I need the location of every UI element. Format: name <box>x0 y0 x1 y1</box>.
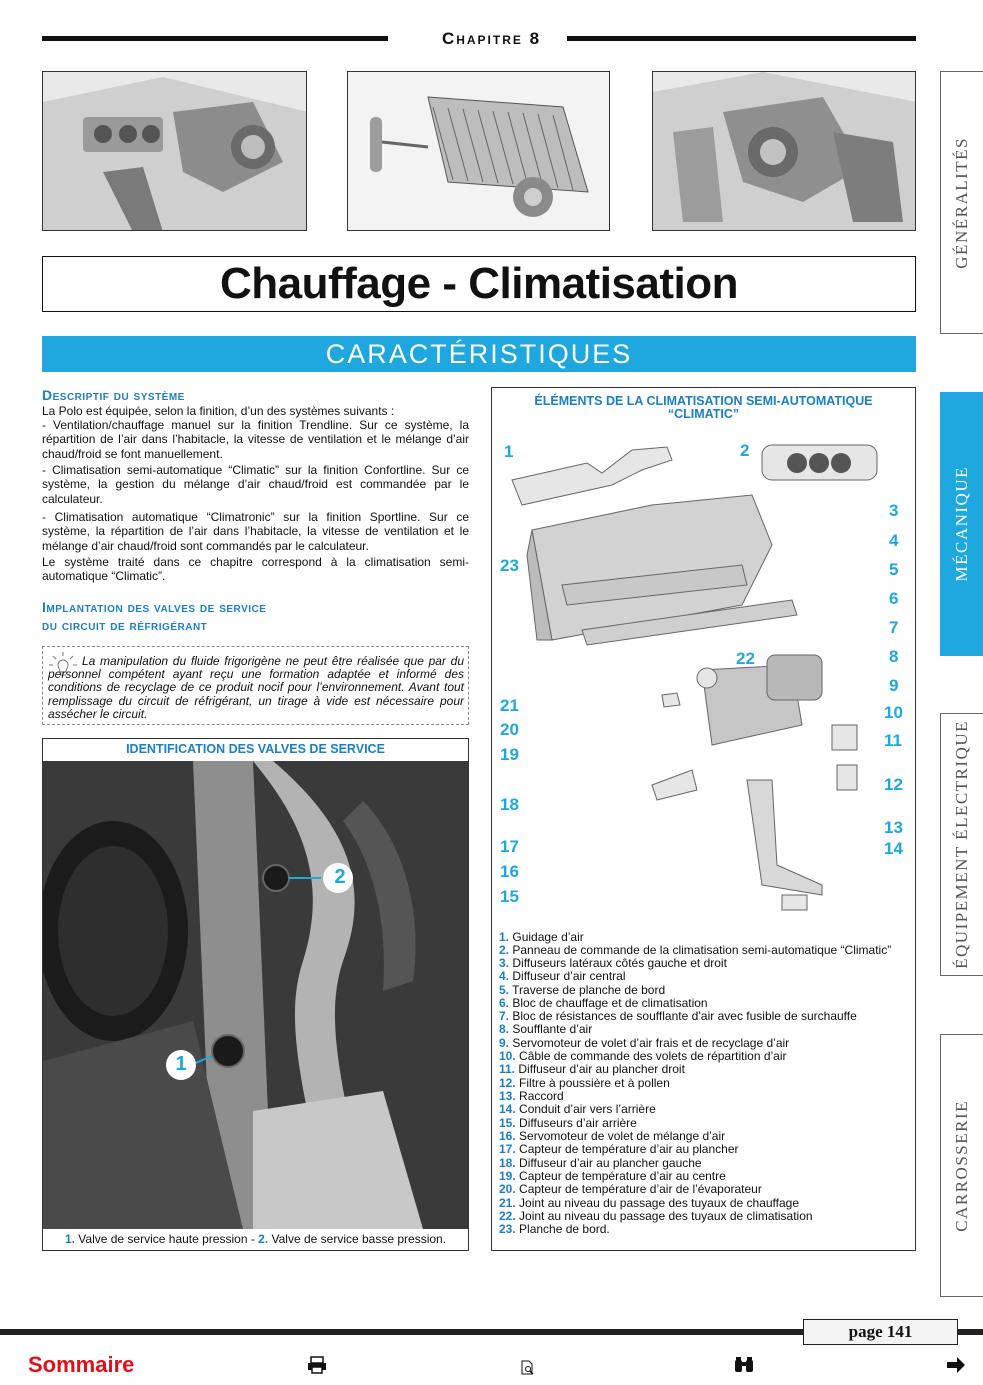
diagram-callout-2: 2 <box>740 441 750 460</box>
diagram-callout-15: 15 <box>500 887 519 906</box>
elements-panel-title-2: “CLIMATIC” <box>667 407 740 421</box>
engine-bay-photo <box>43 761 468 1229</box>
page-title: Chauffage - Climatisation <box>220 259 738 308</box>
binoculars-icon[interactable] <box>733 1356 755 1379</box>
elements-panel-title-1: ÉLÉMENTS DE LA CLIMATISATION SEMI-AUTOMATIQUE <box>534 394 873 408</box>
legend-item-6: 6. Bloc de chauffage et de climatisation <box>499 996 708 1010</box>
chapter-title: Chapitre 8 <box>441 29 542 48</box>
descriptif-line-4: - Climatisation automatique “Climatronic” sur la finition Sportline. Sur ce système, la répartition de l’air dans l’habitacle, la vitesse de ventilation et le mélange d’air chaud/froid sont commandés par le calculateur. <box>42 510 469 553</box>
tab-mecanique[interactable]: MÉCANIQUE <box>951 466 971 582</box>
legend-item-9: 9. Servomoteur de volet d’air frais et de recyclage d’air <box>499 1036 790 1050</box>
diagram-callout-11: 11 <box>884 731 902 750</box>
descriptif-line-2: - Ventilation/chauffage manuel sur la finition Trendline. Sur ce système, la répartition de l’air dans l’habitacle, la vitesse de ventilation et le mélange d’air chaud/froid se font manuellement. <box>42 418 469 461</box>
legend-item-18: 18. Diffuseur d’air au plancher gauche <box>499 1156 702 1170</box>
section-title: CARACTÉRISTIQUES <box>325 339 633 369</box>
diagram-callout-17: 17 <box>500 837 519 856</box>
legend-item-13: 13. Raccord <box>499 1089 564 1103</box>
legend-item-14: 14. Conduit d’air vers l’arrière <box>499 1102 656 1116</box>
diagram-callout-9: 9 <box>889 676 899 695</box>
diagram-callout-22: 22 <box>736 649 755 668</box>
descriptif-line-3: - Climatisation semi-automatique “Climatic” sur la finition Confortline. Sur ce système, la gestion du mélange d’air chaud/froid est commandée par le calculateur. <box>42 463 469 506</box>
diagram-callout-18: 18 <box>500 795 519 814</box>
legend-item-15: 15. Diffuseurs d’air arrière <box>499 1116 637 1130</box>
sommaire-link[interactable]: Sommaire <box>28 1352 135 1377</box>
tab-equipement-electrique[interactable]: ÉQUIPEMENT ÉLECTRIQUE <box>951 720 971 969</box>
condenser-compressor-illustration <box>347 71 610 231</box>
diagram-callout-20: 20 <box>500 720 519 739</box>
legend-item-17: 17. Capteur de température d’air au plancher <box>499 1142 739 1156</box>
descriptif-heading: Descriptif du système <box>42 387 185 403</box>
descriptif-line-5: Le système traité dans ce chapitre correspond à la climatisation semi-automatique “Climatic”. <box>42 555 469 584</box>
legend-item-5: 5. Traverse de planche de bord <box>499 983 666 997</box>
implantation-heading-2: du circuit de réfrigérant <box>42 617 208 633</box>
legend-item-3: 3. Diffuseurs latéraux côtés gauche et droit <box>499 956 727 970</box>
warning-text: La manipulation du fluide frigorigène ne peut être réalisée que par du personnel compétent ayant reçu une formation adaptée et informé des conditions de recyclage de ce produit nocif pour l’environnement. Avant tout remplissage du circuit de réfrigérant, un tirage à vide est nécessaire pour assécher le circuit. <box>48 654 464 721</box>
diagram-callout-23: 23 <box>500 556 519 575</box>
valve-callout-2: 2 <box>334 866 346 888</box>
legend-item-20: 20. Capteur de température d’air de l’évaporateur <box>499 1182 762 1196</box>
diagram-callout-12: 12 <box>884 775 903 794</box>
printer-icon[interactable] <box>307 1356 327 1379</box>
diagram-callout-10: 10 <box>884 703 903 722</box>
diagram-callout-6: 6 <box>889 589 899 608</box>
legend-item-23: 23. Planche de bord. <box>499 1222 610 1236</box>
diagram-callout-5: 5 <box>889 560 899 579</box>
tab-carrosserie[interactable]: CARROSSERIE <box>951 1099 971 1232</box>
arrow-right-icon[interactable] <box>946 1356 966 1379</box>
diagram-callout-14: 14 <box>884 839 903 858</box>
search-document-icon[interactable] <box>520 1360 536 1381</box>
dashboard-cutaway-illustration-left <box>42 71 307 231</box>
descriptif-line-1: La Polo est équipée, selon la finition, d’un des systèmes suivants : <box>42 404 395 418</box>
diagram-callout-16: 16 <box>500 862 519 881</box>
diagram-callout-3: 3 <box>889 501 899 520</box>
legend-item-8: 8. Soufflante d’air <box>499 1022 593 1036</box>
legend-item-4: 4. Diffuseur d’air central <box>499 969 626 983</box>
valve-callout-1: 1 <box>175 1053 187 1075</box>
legend-item-19: 19. Capteur de température d’air au centre <box>499 1169 726 1183</box>
implantation-heading-1: Implantation des valves de service <box>42 599 267 615</box>
legend-item-12: 12. Filtre à poussière et à pollen <box>499 1076 670 1090</box>
legend-item-16: 16. Servomoteur de volet de mélange d’air <box>499 1129 726 1143</box>
diagram-callout-13: 13 <box>884 818 903 837</box>
tab-generalites[interactable]: GÉNÉRALITÉS <box>951 136 971 269</box>
page-number: page 141 <box>848 1322 913 1341</box>
legend-item-10: 10. Câble de commande des volets de répartition d’air <box>499 1049 787 1063</box>
diagram-callout-4: 4 <box>889 531 899 550</box>
legend-item-21: 21. Joint au niveau du passage des tuyaux de chauffage <box>499 1196 800 1210</box>
legend-item-11: 11. Diffuseur d’air au plancher droit <box>499 1062 685 1076</box>
legend-item-2: 2. Panneau de commande de la climatisation semi-automatique “Climatic” <box>499 943 892 957</box>
diagram-callout-1: 1 <box>504 442 514 461</box>
valves-panel-title: IDENTIFICATION DES VALVES DE SERVICE <box>126 742 385 756</box>
legend-item-7: 7. Bloc de résistances de soufflante d’air avec fusible de surchauffe <box>499 1009 857 1023</box>
legend-item-1: 1. Guidage d’air <box>499 930 584 944</box>
diagram-callout-21: 21 <box>500 696 519 715</box>
dashboard-cutaway-illustration-right <box>652 71 916 231</box>
legend-item-22: 22. Joint au niveau du passage des tuyaux de climatisation <box>499 1209 813 1223</box>
diagram-callout-8: 8 <box>889 647 899 666</box>
climatic-exploded-diagram <box>492 425 915 925</box>
valves-caption: 1. Valve de service haute pression - 2. Valve de service basse pression. <box>64 1232 447 1246</box>
diagram-callout-19: 19 <box>500 745 519 764</box>
diagram-callout-7: 7 <box>889 618 899 637</box>
